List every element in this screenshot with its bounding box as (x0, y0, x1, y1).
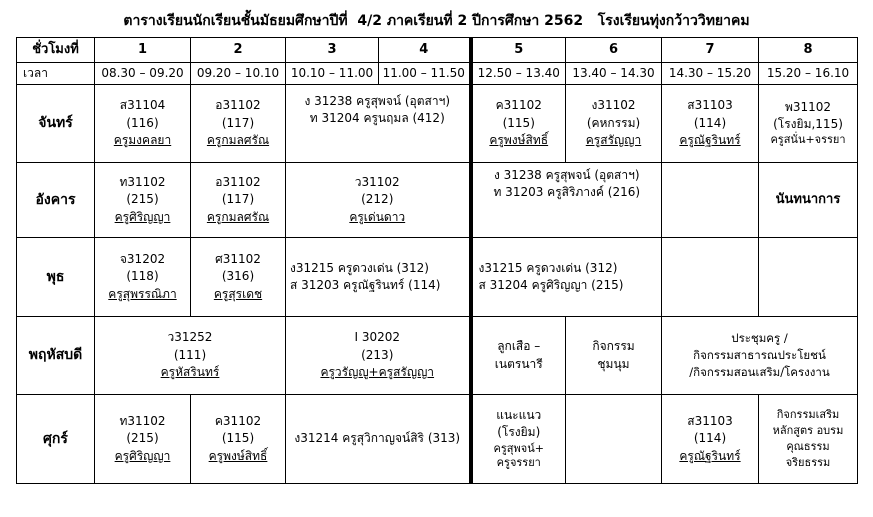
class-cell: ง31214 ครูสุวิกาญจน์สิริ (313) (286, 395, 471, 484)
class-cell: กิจกรรม ชุมนุม (566, 317, 662, 395)
class-cell: พ31102 (โรงยิม,115) ครูสนั่น+จรรยา (759, 85, 858, 163)
period-6: 6 (566, 38, 662, 63)
period-8: 8 (759, 38, 858, 63)
day-label-friday: ศุกร์ (17, 395, 95, 484)
class-cell: ส31103 (114) ครูณัฐรินทร์ (662, 395, 759, 484)
day-row-monday (17, 85, 858, 163)
class-cell: ง 31238 ครูสุพจน์ (อุตสาฯ) ท 31204 ครูนฤมล (412) (286, 85, 471, 163)
period-label: ชั่วโมงที่ (17, 38, 95, 63)
page-title: ตารางเรียนนักเรียนชั้นมัธยมศึกษาปีที่ 4/2 ภาคเรียนที่ 2 ปีการศึกษา 2562 โรงเรียนทุ่งกว้าววิทยาคม (123, 13, 750, 29)
class-cell: ว31102 (212) ครูเด่นดาว (286, 163, 471, 238)
day-row-wednesday (17, 238, 858, 317)
class-cell: นันทนาการ (759, 163, 858, 238)
period-5: 5 (471, 38, 566, 63)
time-2: 09.20 – 10.10 (191, 63, 286, 85)
day-row-tuesday (17, 163, 858, 238)
time-6: 13.40 – 14.30 (566, 63, 662, 85)
class-cell: ค31102 (115) ครูพงษ์สิทธิ์ (191, 395, 286, 484)
period-3: 3 (286, 38, 379, 63)
day-row-friday (17, 395, 858, 484)
day-label-wednesday: พุธ (17, 238, 95, 317)
time-3: 10.10 – 11.00 (286, 63, 379, 85)
class-cell: I 30202 (213) ครูวรัญญู+ครูสรัญญา (286, 317, 471, 395)
class-cell: ลูกเสือ – เนตรนารี (471, 317, 566, 395)
class-cell: กิจกรรมเสริม หลักสูตร อบรม คุณธรรม จริยธรรม (759, 395, 858, 484)
class-cell: ค31102 (115) ครูพงษ์สิทธิ์ (471, 85, 566, 163)
empty-cell (566, 395, 662, 484)
class-cell: ส31104 (116) ครูมงคลยา (95, 85, 191, 163)
class-cell: อ31102 (117) ครูกมลศรัณ (191, 163, 286, 238)
schedule-table (16, 37, 858, 484)
class-cell: ง31215 ครูดวงเด่น (312) ส 31204 ครูศิริญญา (215) (471, 238, 662, 317)
time-label: เวลา (17, 63, 95, 85)
class-cell: อ31102 (117) ครูกมลศรัณ (191, 85, 286, 163)
day-label-monday: จันทร์ (17, 85, 95, 163)
empty-cell (662, 163, 759, 238)
period-2: 2 (191, 38, 286, 63)
period-4: 4 (379, 38, 471, 63)
time-1: 08.30 – 09.20 (95, 63, 191, 85)
class-cell: จ31202 (118) ครูสุพรรณิภา (95, 238, 191, 317)
time-row (17, 63, 858, 85)
class-cell: ท31102 (215) ครูศิริญญา (95, 163, 191, 238)
empty-cell (759, 238, 858, 317)
time-8: 15.20 – 16.10 (759, 63, 858, 85)
day-label-thursday: พฤหัสบดี (17, 317, 95, 395)
class-cell: ง31215 ครูดวงเด่น (312) ส 31203 ครูณัฐรินทร์ (114) (286, 238, 471, 317)
class-cell: ง31102 (คหกรรม) ครูสรัญญา (566, 85, 662, 163)
class-cell: ส31103 (114) ครูณัฐรินทร์ (662, 85, 759, 163)
day-row-thursday (17, 317, 858, 395)
class-cell: ศ31102 (316) ครูสุรเดช (191, 238, 286, 317)
class-cell: ว31252 (111) ครูหัสรินทร์ (95, 317, 286, 395)
time-5: 12.50 – 13.40 (471, 63, 566, 85)
day-label-tuesday: อังคาร (17, 163, 95, 238)
class-cell: ง 31238 ครูสุพจน์ (อุตสาฯ) ท 31203 ครูสิริภางค์ (216) (471, 163, 662, 238)
empty-cell (662, 238, 759, 317)
period-1: 1 (95, 38, 191, 63)
time-4: 11.00 – 11.50 (379, 63, 471, 85)
period-row (17, 38, 858, 63)
class-cell: ประชุมครู / กิจกรรมสาธารณประโยชน์ /กิจกรรมสอนเสริม/โครงงาน (662, 317, 858, 395)
period-7: 7 (662, 38, 759, 63)
class-cell: แนะแนว (โรงยิม) ครูสุพจน์+ ครูจรรยา (471, 395, 566, 484)
class-cell: ท31102 (215) ครูศิริญญา (95, 395, 191, 484)
time-7: 14.30 – 15.20 (662, 63, 759, 85)
